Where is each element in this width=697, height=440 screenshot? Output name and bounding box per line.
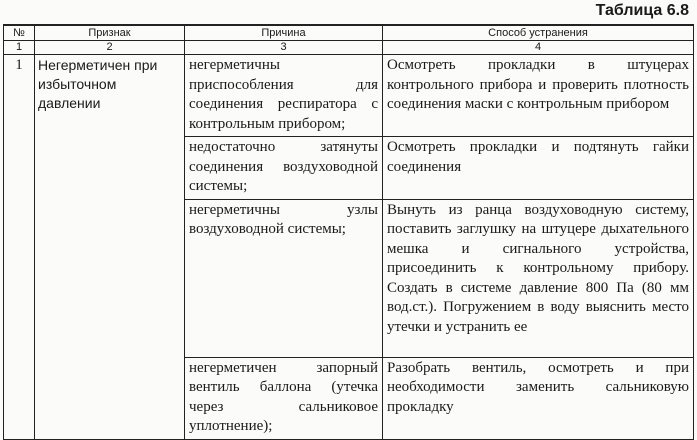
header-cause: Причина bbox=[185, 25, 383, 41]
column-number: 2 bbox=[35, 41, 185, 55]
column-number: 3 bbox=[185, 41, 383, 55]
row-number: 1 bbox=[4, 55, 35, 440]
cause-cell: негерметичны приспособления для соединения респиратора с контрольным прибором; bbox=[185, 55, 383, 137]
cause-cell: негерметичны узлы воздуховодной системы; bbox=[185, 199, 383, 357]
remedy-cell: Вынуть из ранца воздуховодную систему, поставить заглушку на штуцере дыхательного мешка и сигнального устройства, присоединить к контрольному прибору. Создать в системе давление 800 Па (80 мм вод.ст.). Погружением в воду выяснить место утечки и устранить ее bbox=[383, 199, 694, 357]
header-remedy: Способ устранения bbox=[383, 25, 694, 41]
remedy-cell: Осмотреть прокладки и подтянуть гайки соединения bbox=[383, 137, 694, 200]
remedy-cell: Разобрать вентиль, осмотреть и при необходимости заменить сальниковую прокладку bbox=[383, 357, 694, 439]
remedy-cell: Осмотреть прокладки в штуцерах контрольного прибора и проверить плотность соединения маски с контрольным прибором bbox=[383, 55, 694, 137]
table-row bbox=[4, 55, 694, 137]
cause-cell: недостаточно затянуты соединения воздуховодной системы; bbox=[185, 137, 383, 200]
fault-table bbox=[3, 24, 694, 440]
column-number: 4 bbox=[383, 41, 694, 55]
header-number: № bbox=[4, 25, 35, 41]
column-number: 1 bbox=[4, 41, 35, 55]
sign-cell: Негерметичен при избыточном давлении bbox=[35, 55, 185, 440]
table-caption: Таблица 6.8 bbox=[595, 2, 689, 19]
header-sign: Признак bbox=[35, 25, 185, 41]
cause-cell: негерметичен запорный вентиль баллона (утечка через сальниковое уплотнение); bbox=[185, 357, 383, 439]
column-number-row bbox=[4, 41, 694, 55]
table-header-row bbox=[4, 25, 694, 41]
